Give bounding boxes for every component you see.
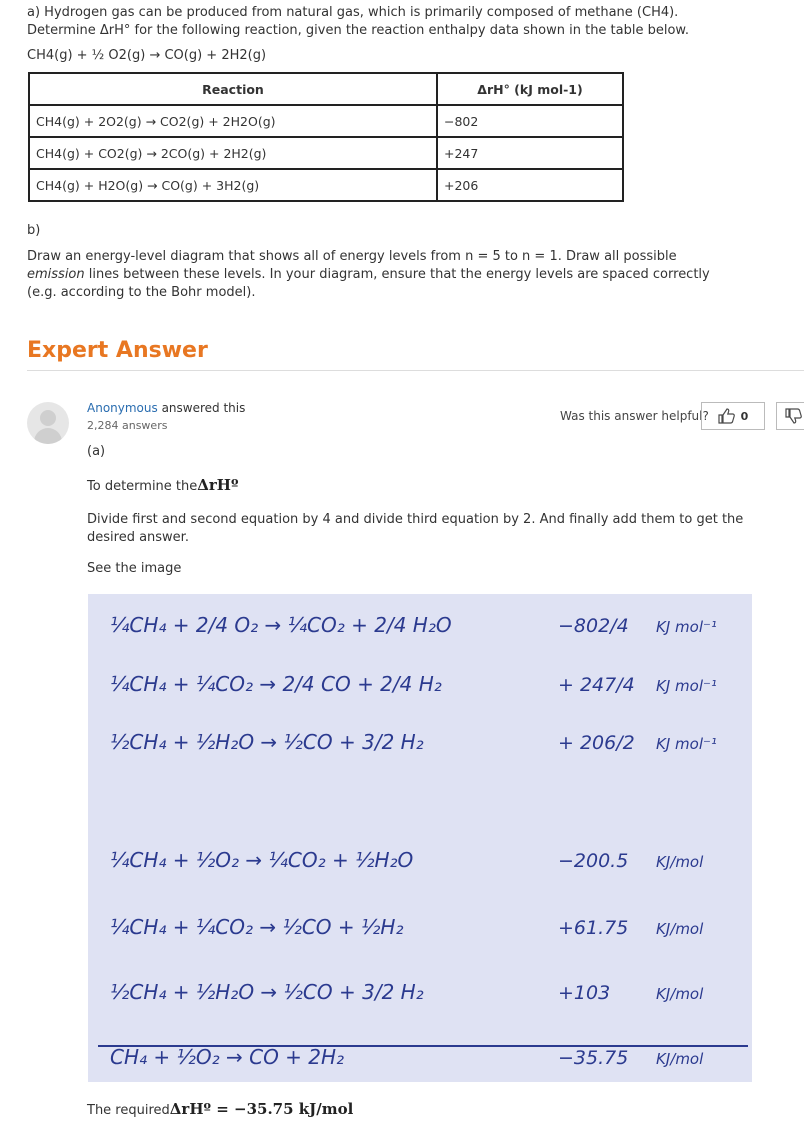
handwritten-unit: KJ/mol [656,853,704,871]
table-cell-reaction: CH4(g) + 2O2(g) → CO2(g) + 2H2O(g) [29,105,437,137]
target-reaction: CH4(g) + ½ O2(g) → CO(g) + 2H2(g) [27,48,267,63]
handwritten-equation: CH₄ + ½O₂ → CO + 2H₂ [110,1045,345,1069]
thumbs-down-icon [785,408,803,424]
handwritten-value: +103 [558,982,611,1004]
handwritten-unit: KJ/mol [656,1050,704,1068]
avatar [27,402,69,444]
handwritten-value: −35.75 [558,1047,629,1069]
table-cell-reaction: CH4(g) + CO2(g) → 2CO(g) + 2H2(g) [29,137,437,169]
result-line [87,1100,353,1118]
question-part-b [27,248,727,302]
question-part-a [27,4,727,40]
handwritten-value: −200.5 [558,850,629,872]
determine-line [87,476,238,494]
handwritten-unit: KJ mol⁻¹ [656,735,717,753]
thumbs-up-button[interactable] [701,402,765,430]
reaction-table [28,72,624,202]
handwritten-unit: KJ/mol [656,985,704,1003]
table-header-row [29,73,623,105]
handwritten-value: −802/4 [558,615,629,637]
part-a-label: (a) [87,444,106,459]
part-b-line-1: Draw an energy-level diagram that shows all of energy levels from n = 5 to n = 1. Draw all possible [27,249,677,264]
handwritten-solution-image [88,594,752,1082]
table-row [29,105,623,137]
handwritten-solution-svg [88,594,752,1082]
instruction-line-1: Divide first and second equation by 4 and divide third equation by 2. And finally add them to get the [87,512,744,527]
handwritten-unit: KJ/mol [656,920,704,938]
handwritten-value: + 206/2 [558,732,635,754]
helpful-prompt: Was this answer helpful? [560,409,709,423]
part-b-emphasis: emission [27,267,85,282]
thumbs-up-count: 0 [740,409,749,423]
avatar-head-icon [40,410,56,426]
table-header-enthalpy: ΔrH° (kJ mol-1) [437,73,623,105]
table-cell-reaction: CH4(g) + H2O(g) → CO(g) + 3H2(g) [29,169,437,201]
thumbs-down-button[interactable] [776,402,804,430]
author-link[interactable]: Anonymous [87,401,158,415]
handwritten-equation: ½CH₄ + ½H₂O → ½CO + 3/2 H₂ [110,730,424,754]
handwritten-equation: ¼CH₄ + ¼CO₂ → ½CO + ½H₂ [110,915,404,939]
table-cell-value: +247 [437,137,623,169]
question-line-1: a) Hydrogen gas can be produced from natural gas, which is primarily composed of methane (CH4). [27,5,679,20]
table-cell-value: +206 [437,169,623,201]
determine-text: To determine the [87,479,198,494]
section-divider [27,370,804,371]
part-b-line-3: (e.g. according to the Bohr model). [27,285,256,300]
handwritten-equation: ¼CH₄ + ¼CO₂ → 2/4 CO + 2/4 H₂ [110,672,442,696]
handwritten-equation: ½CH₄ + ½H₂O → ½CO + 3/2 H₂ [110,980,424,1004]
part-b-line-2 [27,266,727,284]
author-line [87,401,245,415]
answer-count: 2,284 answers [87,419,168,432]
handwritten-equation: ¼CH₄ + 2/4 O₂ → ¼CO₂ + 2/4 H₂O [110,613,452,637]
answered-this-text: answered this [157,401,246,415]
handwritten-unit: KJ mol⁻¹ [656,677,717,695]
required-text: The required [87,1103,170,1118]
handwritten-value: +61.75 [558,917,629,939]
question-line-2: Determine ΔrH° for the following reaction, given the reaction enthalpy data shown in the table below. [27,23,690,38]
table-row [29,137,623,169]
instruction-line-2: desired answer. [87,530,189,545]
result-formula: ΔrHº = −35.75 kJ/mol [169,1100,354,1118]
handwritten-value: + 247/4 [558,674,635,696]
handwritten-unit: KJ mol⁻¹ [656,618,717,636]
part-b-line-2-rest: lines between these levels. In your diagram, ensure that the energy levels are spaced correctly [84,267,710,282]
instruction-text [87,511,767,547]
part-b-label: b) [27,223,41,238]
table-cell-value: −802 [437,105,623,137]
thumbs-up-icon [718,408,736,424]
expert-answer-heading: Expert Answer [27,338,208,363]
table-row [29,169,623,201]
table-header-reaction: Reaction [29,73,437,105]
avatar-body-icon [34,428,62,444]
delta-symbol: ΔrHº [197,476,239,494]
handwritten-equation: ¼CH₄ + ½O₂ → ¼CO₂ + ½H₂O [110,848,414,872]
see-image-text: See the image [87,561,182,576]
